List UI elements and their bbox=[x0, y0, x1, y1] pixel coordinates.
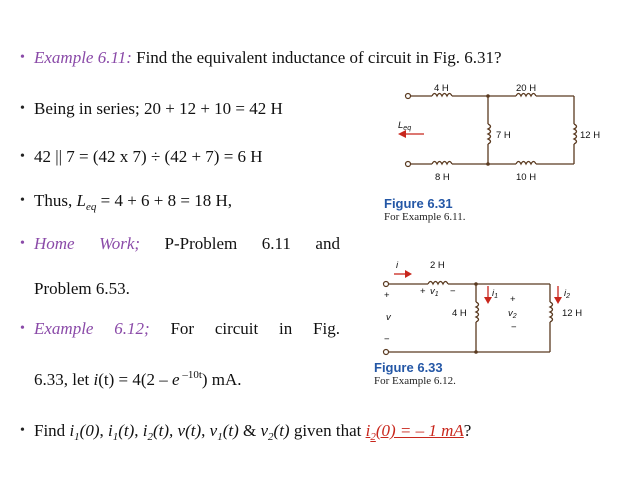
bullet-example-6-12 bbox=[20, 318, 340, 340]
homework-word: P-Problem bbox=[164, 234, 238, 253]
homework-word: 6.11 bbox=[261, 234, 291, 253]
find-text: Find bbox=[34, 421, 70, 440]
homework-line bbox=[34, 233, 340, 255]
find-var: i bbox=[142, 421, 148, 440]
label-12h: 12 H bbox=[580, 130, 601, 141]
example-text: Find the equivalent inductance of circuit in Fig. 6.31? bbox=[131, 48, 502, 67]
homework-label-2: Work; bbox=[99, 234, 141, 253]
find-var: (t), v(t) bbox=[153, 421, 202, 440]
homework-word: and bbox=[315, 234, 340, 253]
find-question-mark: ? bbox=[463, 421, 472, 440]
eq-text: (t) = 4(2 – bbox=[98, 370, 173, 389]
figure-6-31-caption bbox=[384, 196, 465, 223]
label-2h: 2 H bbox=[430, 260, 445, 271]
find-sub: 1 bbox=[74, 431, 80, 443]
current-i1-arrow bbox=[484, 297, 492, 304]
series-text: Being in series; 20 + 12 + 10 = 42 H bbox=[34, 99, 283, 118]
example-612-word: in bbox=[279, 319, 293, 338]
example-612-word: For bbox=[170, 319, 195, 338]
figure-6-31-subtitle: For Example 6.11. bbox=[384, 211, 466, 223]
example-612-word: Fig. bbox=[313, 319, 340, 338]
terminal-input-bottom bbox=[384, 350, 389, 355]
label-plus-v1: + bbox=[420, 286, 426, 297]
find-var: (t) bbox=[118, 421, 135, 440]
eq-var: i bbox=[93, 370, 99, 389]
terminal-top bbox=[406, 94, 411, 99]
label-plus-v2: + bbox=[510, 294, 516, 305]
figure-6-31-title: Figure 6.31 bbox=[384, 196, 453, 211]
inductor-8h bbox=[432, 162, 452, 165]
find-sep: , bbox=[99, 421, 108, 440]
example-612-number: 6.12; bbox=[114, 319, 150, 338]
bullet-find bbox=[20, 420, 472, 448]
inductor-4h-2 bbox=[476, 302, 479, 322]
label-8h: 8 H bbox=[435, 172, 450, 183]
example-label: Example 6.11: bbox=[34, 48, 132, 67]
figure-6-33-title: Figure 6.33 bbox=[374, 360, 443, 375]
find-var: v bbox=[209, 421, 218, 440]
find-var: (t) bbox=[222, 421, 239, 440]
find-var: (t) bbox=[273, 421, 290, 440]
bullet-dot: • bbox=[20, 50, 25, 65]
eq-exponent: –10t bbox=[179, 369, 202, 381]
result-post: = 4 + 6 + 8 = 18 H, bbox=[96, 191, 232, 210]
figure-6-33-circuit bbox=[374, 254, 594, 358]
label-v2: $v_2$ bbox=[508, 308, 517, 320]
bullet-parallel bbox=[20, 146, 263, 168]
figure-6-31-circuit bbox=[388, 84, 608, 196]
parallel-text: 42 || 7 = (42 x 7) ÷ (42 + 7) = 6 H bbox=[34, 147, 263, 166]
result-sub: eq bbox=[85, 201, 97, 213]
bullet-result bbox=[20, 190, 232, 218]
given-sub: 2 bbox=[370, 431, 376, 443]
bullet-dot: • bbox=[20, 236, 25, 251]
bullet-dot: • bbox=[20, 321, 25, 336]
find-sep: , bbox=[134, 421, 143, 440]
eq-e: e bbox=[172, 370, 180, 389]
label-minus-v: − bbox=[384, 334, 390, 345]
eq-text: 6.33, let bbox=[34, 370, 94, 389]
inductor-12h-2 bbox=[550, 302, 553, 322]
label-leq: $L_{eq}$ bbox=[398, 120, 412, 132]
find-var: i bbox=[108, 421, 113, 440]
given-var: i bbox=[365, 421, 371, 440]
label-minus-v2: − bbox=[511, 322, 517, 333]
example-612-label: Example bbox=[34, 319, 94, 338]
current-i2-arrow bbox=[554, 297, 562, 304]
find-var: i bbox=[69, 421, 75, 440]
homework-line-2: Problem 6.53. bbox=[34, 279, 130, 298]
find-var: v bbox=[260, 421, 269, 440]
bullet-series bbox=[20, 98, 283, 120]
inductor-2h bbox=[428, 282, 448, 285]
label-i1: $i_1$ bbox=[492, 288, 499, 300]
bullet-dot: • bbox=[20, 149, 25, 164]
current-i-arrow bbox=[405, 270, 412, 278]
label-7h: 7 H bbox=[496, 130, 511, 141]
label-4h: 4 H bbox=[434, 84, 449, 94]
terminal-input-top bbox=[384, 282, 389, 287]
find-sub: 2 bbox=[147, 431, 154, 443]
homework-label-1: Home bbox=[34, 234, 75, 253]
bullet-dot: • bbox=[20, 101, 25, 116]
bullet-dot: • bbox=[20, 193, 25, 208]
given-value: (0) = – 1 mA bbox=[375, 421, 464, 440]
example-612-word: circuit bbox=[214, 319, 259, 338]
bullet-homework bbox=[20, 233, 340, 255]
figure-6-33-caption bbox=[374, 360, 456, 387]
label-10h: 10 H bbox=[516, 172, 537, 183]
label-20h: 20 H bbox=[516, 84, 537, 94]
find-text: given that bbox=[289, 421, 366, 440]
label-plus-v: + bbox=[384, 290, 390, 301]
label-12h-2: 12 H bbox=[562, 308, 583, 319]
terminal-bottom bbox=[406, 162, 411, 167]
figure-6-33-subtitle: For Example 6.12. bbox=[374, 375, 456, 387]
find-sub: 2 bbox=[268, 431, 274, 443]
result-var: L bbox=[76, 191, 86, 210]
example-612-line-2 bbox=[34, 364, 242, 391]
label-4h-2: 4 H bbox=[452, 308, 467, 319]
eq-text: ) mA. bbox=[201, 370, 242, 389]
bullet-example-6-11 bbox=[20, 47, 502, 69]
bullet-dot: • bbox=[20, 423, 25, 438]
label-v: v bbox=[386, 312, 391, 323]
find-sub: 1 bbox=[217, 431, 223, 443]
label-i2: $i_2$ bbox=[564, 288, 571, 300]
find-sep: , bbox=[201, 421, 210, 440]
find-sub: 1 bbox=[112, 431, 119, 443]
label-i: i bbox=[396, 260, 399, 271]
find-var: (0) bbox=[79, 421, 100, 440]
label-v1: $v_1$ bbox=[430, 286, 439, 298]
inductor-7h bbox=[488, 124, 491, 144]
label-minus-v1: − bbox=[450, 286, 456, 297]
example-612-line bbox=[34, 318, 340, 340]
find-sep: & bbox=[238, 421, 261, 440]
result-pre: Thus, bbox=[34, 191, 77, 210]
inductor-12h bbox=[574, 124, 577, 144]
inductor-10h bbox=[516, 162, 536, 165]
